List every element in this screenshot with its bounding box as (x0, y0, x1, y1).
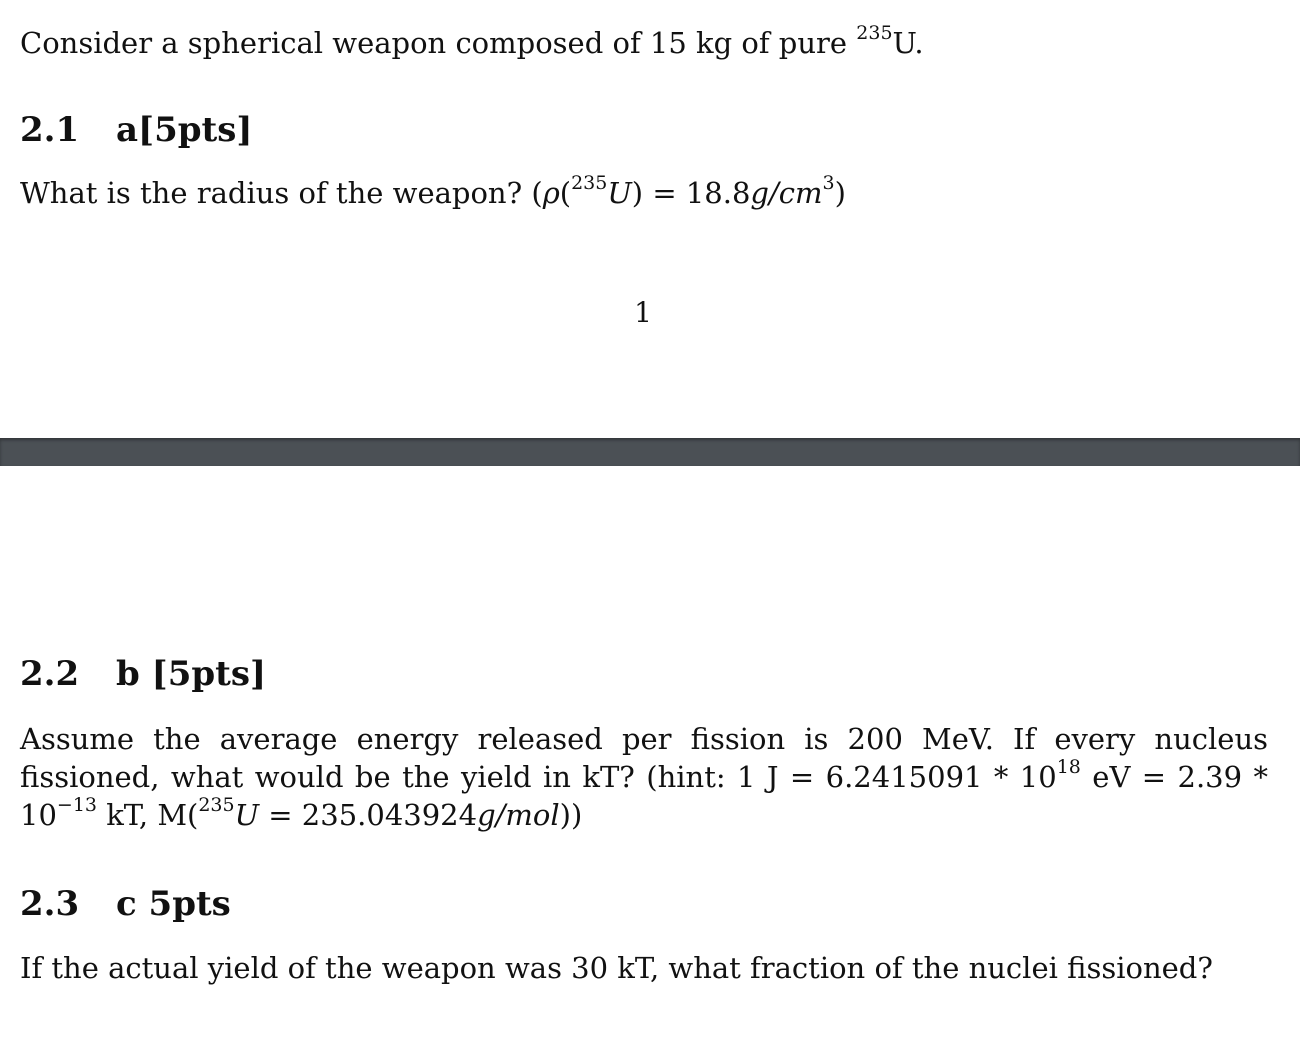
intro-text: Consider a spherical weapon composed of 15 kg of pure (20, 26, 857, 60)
question-text: kT, M( (97, 798, 199, 832)
section-number: 2.2 (20, 654, 80, 694)
question-b (20, 720, 1268, 834)
question-text: eV = 2.39 * 10 (20, 760, 1268, 832)
question-text: Assume the average energy released per fission is 200 MeV. If every nucleus fissioned, what would be the yield in kT? (hint: 1 J = 6.2415091 * 10 (20, 722, 1268, 794)
isotope-symbol: U (607, 176, 632, 210)
section-title: b [5pts] (116, 654, 267, 694)
section-number: 2.1 (20, 110, 80, 150)
isotope-superscript: 235 (198, 793, 235, 816)
isotope-superscript: 235 (571, 171, 608, 194)
exponent: −13 (56, 793, 98, 816)
paren: ) (834, 176, 846, 210)
unit-exponent: 3 (822, 171, 835, 194)
section-heading-c (20, 884, 231, 924)
paren: ( (559, 176, 572, 210)
isotope-symbol: U (234, 798, 260, 832)
question-text: If the actual yield of the weapon was 30 kT, what fraction of the nuclei fissioned? (20, 951, 1213, 985)
intro-paragraph (20, 21, 1268, 62)
density-unit: g/cm (750, 176, 823, 210)
section-heading-b (20, 654, 266, 694)
page-1 (0, 0, 1300, 438)
question-text: What is the radius of the weapon? ( (20, 176, 543, 210)
section-title: a[5pts] (116, 110, 253, 150)
density-value: ) = 18.8 (631, 176, 751, 210)
exponent: 18 (1056, 755, 1081, 778)
section-title: c 5pts (116, 884, 231, 924)
isotope-symbol: U. (892, 26, 924, 60)
page-break-divider (0, 438, 1300, 466)
rho-symbol: ρ (542, 176, 560, 210)
section-number: 2.3 (20, 884, 80, 924)
page-number: 1 (634, 296, 652, 329)
isotope-superscript: 235 (856, 21, 893, 44)
question-c (20, 949, 1268, 987)
molar-mass-unit: g/mol (477, 798, 560, 832)
section-heading-a (20, 110, 252, 150)
molar-mass-value: = 235.043924 (259, 798, 478, 832)
paren: )) (559, 798, 583, 832)
question-a (20, 171, 1268, 212)
